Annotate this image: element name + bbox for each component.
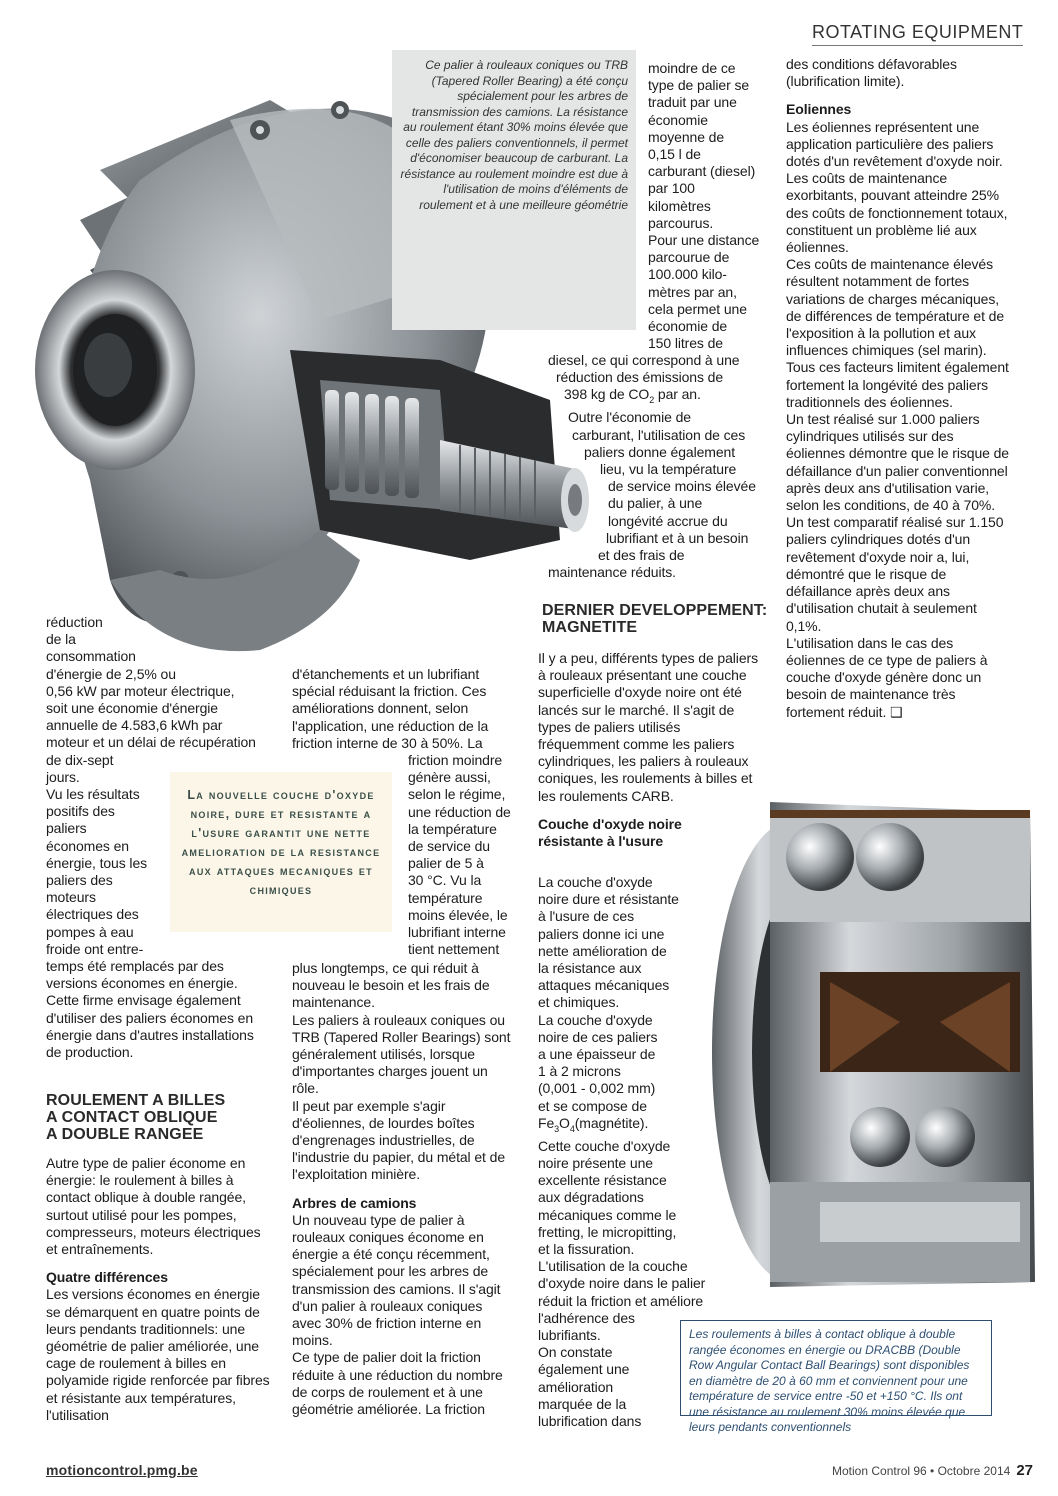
column-3-top: moindre de ce type de palier se traduit par une économie moyenne de 0,15 l de carburant (diesel) par 100 kilomètres parcourus. Pour une distance parcourue de 100.000 kilo- mètres par an, cela permet une économie de 150 litres de [648, 60, 760, 352]
column-1-bottom: Autre type de palier économe en énergie: le roulement à billes à contact oblique à double rangée, surtout utilisé pour les pompes, compresseurs, moteurs électriques et entraînements. Quatre différences Les versions économes en énergie se démarquent en quatre points de leurs pendants traditionnels: une géométrie de palier améliorée, une cage de roulement à billes en polyamide rigide renforcée par fibres et résistante aux températures, l'utilisation [46, 1155, 270, 1423]
end-mark-icon: ❑ [890, 703, 903, 720]
footer-site-link[interactable]: motioncontrol.pmg.be [46, 1462, 198, 1478]
dracbb-caption: Les roulements à billes à contact oblique à double rangée économes en énergie ou DRACBB (Double Row Angular Contact Ball Bearings) sont disponibles en diamètre de 20 à 60 mm et conviennent pour une température de service entre -50 et +150 °C. Ils ont une résistance au roulement 30% moins élevée que leurs pendants conventionnels [680, 1320, 992, 1416]
page-number: 27 [1016, 1462, 1033, 1479]
column-2-bottom: plus longtemps, ce qui réduit à nouveau le besoin et les frais de maintenance. Les paliers à rouleaux coniques ou TRB (Tapered Roller Bearings) sont généralement utilisés, lorsque d'importantes charges jouent un rôle. Il peut par exemple s'agir d'éoliennes, de lourdes boîtes d'engrenages industrielles, de l'industrie du papier, du métal et de l'exploitation minière. Arbres de camions Un nouveau type de palier à rouleaux coniques économe en énergie a été conçu récemment, spécialement pour les arbres de transmission des camions. Il s'agit d'un palier à rouleaux coniques avec 30% de friction interne en moins. Ce type de palier doit la friction réduite à une réduction du nombre de corps de roulement et à une géométrie améliorée. La friction [292, 960, 511, 1418]
column-4: des conditions défavorables (lubrification limite). Eoliennes Les éoliennes représentent une application particulière des paliers dotés d'un revêtement d'oxyde noir. Les coûts de maintenance exorbitants, pouvant atteindre 25% des coûts de fonctionnement totaux, constituent un problème lié aux éoliennes. Ces coûts de maintenance élevés résultent notamment de fortes variations de charges mécaniques, de différences de température et de l'exposition à la pollution et aux influences chimiques (sel marin). Tous ces facteurs limitent également fortement la longévité des paliers traditionnels des éoliennes. Un test réalisé sur 1.000 paliers cylindriques utilisés sur des éoliennes démontre que le risque de défaillance d'un palier conventionnel après deux ans d'utilisation varie, selon les conditions, de 40 à 70%. Un test comparatif réalisé sur 1.150 paliers cylindriques dotés d'un revêtement d'oxyde noir a, lui, démontré que le risque de défaillance après deux ans d'utilisation chutait à seulement 0,1%. L'utilisation dans le cas des éoliennes de ce type de paliers à couche d'oxyde génère donc un besoin de maintenance très fortement réduit. ❑ [786, 56, 1009, 720]
ball-bearing-illustration [700, 782, 1040, 1302]
section-title: ROTATING EQUIPMENT [812, 22, 1023, 46]
column-2-wrap: friction moindre génère aussi, selon le régime, une réduction de la température de service du palier de 5 à 30 °C. Vu la température moins élevée, le lubrifiant interne tient nettement [408, 752, 511, 958]
column-2-top: d'étanchements et un lubrifiant spécial réduisant la friction. Ces améliorations donnent, selon l'application, une réduction de la friction interne de 30 à 50%. La [292, 666, 489, 751]
column-1-top: réduction de la consommation d'énergie de 2,5% ou 0,56 kW par moteur électrique, soit une économie d'énergie annuelle de 4.583,6 kWh par moteur et un délai de récupération de dix-sept jours. Vu les résultats positifs des paliers économes en énergie, tous les paliers des moteurs électriques des pompes à eau froide ont entre- temps été remplacés par des versions économes en énergie. Cette firme envisage également d'utiliser des paliers économes en énergie dans d'autres installations de production. [46, 614, 256, 1061]
column-3-wrap: La couche d'oxyde noire dure et résistante à l'usure de ces paliers donne ici une nette amélioration de la résistance aux attaques mécaniques et chimiques. La couche d'oxyde noire de ces paliers a une épaisseur de 1 à 2 microns (0,001 - 0,002 mm) et se compose de $Fe_3O_4(magnétite)$. Cette couche d'oxyde noire présente une excellente résistance aux dégradations mécaniques comme le fretting, le micropitting, et la fissuration. L'utilisation de la couche d'oxyde noire dans le palier réduit la friction et améliore l'adhérence des lubrifiants. On constate également une amélioration marquée de la lubrification dans [538, 874, 706, 1430]
section-heading-magnetite: DERNIER DEVELOPPEMENT: MAGNETITE [542, 602, 768, 636]
column-3-mid: Il y a peu, différents types de paliers à rouleaux présentant une couche superficielle d'oxyde noire ont été lancés sur le marché. Il s'agit de types de paliers utilisés fréquemment comme les paliers cylindriques, les paliers à rouleaux coniques, les roulements à billes et les roulements CARB. Couche d'oxyde noire résistante à l'usure [538, 650, 758, 850]
trb-caption: Ce palier à rouleaux coniques ou TRB (Tapered Roller Bearing) a été conçu spécialement pour les arbres de transmission des camions. La résistance au roulement étant 30% moins élevée que celle des paliers conventionnels, il permet d'économiser beaucoup de carburant. La résistance au roulement moindre est due à l'utilisation de moins d'éléments de roulement et à une meilleure géométrie [392, 50, 636, 330]
pull-quote: La nouvelle couche d'oxyde noire, dure et resistante a l'usure garantit une nette amelioration de la resistance aux attaques mecaniques et chimiques [170, 772, 392, 932]
footer-issue: Motion Control 96 • Octobre 2014 27 [832, 1462, 1033, 1479]
column-3-curve: diesel, ce qui correspond à une réduction des émissions de 398 kg de $CO_2$ par an. Outre l'économie de carburant, l'utilisation de ces paliers donne également lieu, vu la température de service moins élevée du palier, à une longévité accrue du lubrifiant et à un besoin et des frais de maintenance réduits. [548, 352, 756, 581]
section-heading-ball-bearing: ROULEMENT A BILLES A CONTACT OBLIQUE A DOUBLE RANGEE [46, 1092, 226, 1143]
